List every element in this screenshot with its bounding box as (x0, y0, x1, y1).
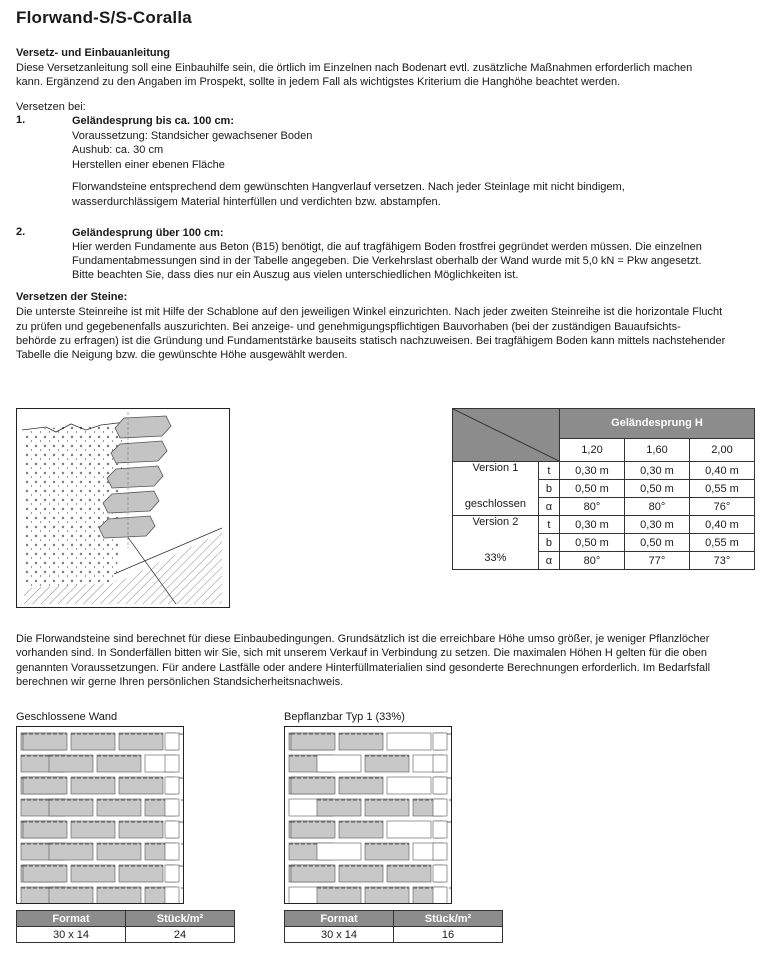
table-row (453, 516, 755, 534)
case-1-number: 1. (16, 114, 26, 126)
wall-edge-gap (433, 865, 447, 882)
spec-table (452, 408, 755, 570)
row-sym: α (538, 552, 559, 570)
plantable-wall-pattern (284, 726, 452, 904)
corner-diagonal-icon (453, 409, 559, 461)
closed-wall-svg (17, 727, 183, 903)
document-title: Florwand-S/S-Coralla (16, 8, 192, 27)
plantable-wall-svg (285, 727, 451, 903)
case-1-heading: Geländesprung bis ca. 100 cm: (72, 115, 235, 127)
case-1-line-2: Aushub: ca. 30 cm (72, 144, 164, 156)
cell: 0,55 m (690, 480, 755, 498)
wall-edge-gap (165, 865, 179, 882)
row-sym: α (538, 498, 559, 516)
wall-2-caption: Bepflanzbar Typ 1 (33%) (284, 711, 405, 723)
wall-brick (71, 777, 115, 794)
stueck-value: 16 (394, 927, 503, 943)
wall-edge-gap (433, 843, 447, 860)
case-1-line-3: Herstellen einer ebenen Fläche (72, 159, 225, 171)
closed-wall-pattern (16, 726, 184, 904)
cell: 0,40 m (690, 516, 755, 534)
stueck-header: Stück/m² (126, 911, 235, 927)
format-header: Format (17, 911, 126, 927)
wall-brick (387, 865, 431, 882)
table-row (453, 462, 755, 480)
wall-brick (365, 843, 409, 860)
wall-edge-gap (433, 733, 447, 750)
wall-brick (49, 887, 93, 903)
wall-edge-gap (433, 799, 447, 816)
table-row (453, 534, 755, 552)
cell: 0,50 m (560, 480, 625, 498)
cell: 77° (625, 552, 690, 570)
wall-brick (291, 821, 335, 838)
bottom-line-2: vorhanden sind. In Sonderfällen bitten wir Sie, sich mit unserem Verkauf in Verbindung zu setzen. Die maximalen Höhen H gelten für die oben (16, 647, 707, 659)
wall-edge-gap (165, 777, 179, 794)
wall-brick (365, 799, 409, 816)
row-sym: t (538, 462, 559, 480)
wall-brick (119, 821, 163, 838)
planting-hole (317, 755, 361, 772)
wall-brick (71, 865, 115, 882)
bottom-line-4: berechnen wir gerne Ihren persönlichen Standsicherheitsnachweis. (16, 676, 344, 688)
case-1-line-5: wasserdurchlässigem Material hinterfüllen und verdichten bzw. abstampfen. (72, 196, 441, 208)
planting-hole (387, 777, 431, 794)
planting-hole (387, 733, 431, 750)
wall-2-format-table (284, 910, 503, 943)
wall-brick (49, 843, 93, 860)
wall-brick (365, 755, 409, 772)
wall-edge-gap (165, 799, 179, 816)
case-1-line-1: Voraussetzung: Standsicher gewachsener Boden (72, 130, 313, 142)
format-header: Format (285, 911, 394, 927)
intro-heading: Versetz- und Einbauanleitung (16, 47, 171, 59)
cell: 80° (560, 498, 625, 516)
wall-brick (339, 865, 383, 882)
cell: 0,50 m (625, 480, 690, 498)
cell: 0,50 m (560, 534, 625, 552)
wall-brick (119, 777, 163, 794)
wall-brick (23, 865, 67, 882)
col-header-1: 1,20 (560, 438, 625, 461)
wall-brick (71, 733, 115, 750)
cell: 80° (560, 552, 625, 570)
wall-edge-gap (165, 733, 179, 750)
planting-hole (387, 821, 431, 838)
cell: 0,40 m (690, 462, 755, 480)
cell: 80° (625, 498, 690, 516)
wall-brick (97, 755, 141, 772)
wall-edge-gap (165, 843, 179, 860)
case-2-heading: Geländesprung über 100 cm: (72, 227, 224, 239)
wall-brick (291, 865, 335, 882)
row-sym: b (538, 534, 559, 552)
case-2-line-2: Fundamentabmessungen sind in der Tabelle angegeben. Die Verkehrslast oberhalb der Wand wurde mit 5,0 kN = Pkw angesetzt. (72, 255, 702, 267)
steine-line-3: behörde zu erfragen) ist die Gründung und Fundamentstärke bauseits statisch nachzuweisen. Bei tragfähigem Boden kann mittels nachstehender (16, 335, 726, 347)
wall-brick (119, 865, 163, 882)
versetzen-bei-label: Versetzen bei: (16, 101, 86, 113)
wall-brick (97, 887, 141, 903)
intro-line-2: kann. Ergänzend zu den Angaben im Prospekt, sollte in jedem Fall als wichtigstes Kriterium die Hanghöhe beachtet werden. (16, 76, 621, 88)
group-1-label-spacer (453, 480, 539, 498)
wall-brick (23, 777, 67, 794)
wall-brick (317, 799, 361, 816)
format-value: 30 x 14 (17, 927, 126, 943)
stueck-value: 24 (126, 927, 235, 943)
cell: 0,30 m (560, 516, 625, 534)
planting-hole (317, 843, 361, 860)
wall-edge-gap (165, 821, 179, 838)
wall-brick (23, 733, 67, 750)
cell: 76° (690, 498, 755, 516)
cell: 0,55 m (690, 534, 755, 552)
row-sym: t (538, 516, 559, 534)
group-2-label-top: Version 2 (453, 516, 539, 534)
case-1-line-4: Florwandsteine entsprechend dem gewünschten Hangverlauf versetzen. Nach jeder Steinlage mit nicht bindigem, (72, 181, 625, 193)
cell: 0,30 m (625, 462, 690, 480)
group-2-label-spacer (453, 534, 539, 552)
table-row (453, 552, 755, 570)
wall-brick (23, 821, 67, 838)
wall-edge-gap (433, 821, 447, 838)
steine-line-1: Die unterste Steinreihe ist mit Hilfe der Schablone auf den jeweiligen Winkel einzurichten. Nach jeder zweiten Steinreihe ist die horizontale Flucht (16, 306, 723, 318)
spec-table-header: Geländesprung H (560, 409, 755, 439)
wall-brick (365, 887, 409, 903)
cell: 0,50 m (625, 534, 690, 552)
wall-brick (119, 733, 163, 750)
cell: 0,30 m (560, 462, 625, 480)
format-value: 30 x 14 (285, 927, 394, 943)
col-header-3: 2,00 (690, 438, 755, 461)
wall-brick (339, 821, 383, 838)
group-2-label-bottom: 33% (453, 552, 539, 570)
wall-2-format-table-wrapper (284, 910, 503, 943)
case-2-line-3: Bitte beachten Sie, dass dies nur ein Auszug aus vielen unterschiedlichen Möglichkeiten ist. (72, 269, 519, 281)
steine-line-4: Tabelle die Neigung bzw. die gewünschte Höhe ausgewählt werden. (16, 349, 348, 361)
wall-brick (339, 777, 383, 794)
wall-brick (97, 843, 141, 860)
wall-1-format-table (16, 910, 235, 943)
table-row (453, 480, 755, 498)
wall-brick (49, 755, 93, 772)
wall-brick (291, 777, 335, 794)
cell: 73° (690, 552, 755, 570)
steine-heading: Versetzen der Steine: (16, 291, 128, 303)
intro-line-1: Diese Versetzanleitung soll eine Einbauhilfe sein, die örtlich im Einzelnen nach Bodenart evtl. zusätzliche Maßnahmen erforderlich machen (16, 62, 693, 74)
spec-table-corner (453, 409, 560, 462)
wall-edge-gap (433, 777, 447, 794)
case-2-line-1: Hier werden Fundamente aus Beton (B15) benötigt, die auf tragfähigem Boden frostfrei gegründet werden müssen. Die einzelnen (72, 241, 702, 253)
case-2-number: 2. (16, 226, 26, 238)
steine-line-2: zu prüfen und gegebenenfalls auszurichten. Bei anzeige- und genehmigungspflichtigen Bauvorhaben (bei der zuständigen Bauaufsichts- (16, 321, 681, 333)
wall-brick (71, 821, 115, 838)
wall-edge-gap (165, 887, 179, 903)
col-header-2: 1,60 (625, 438, 690, 461)
wall-edge-gap (165, 755, 179, 772)
wall-brick (49, 799, 93, 816)
wall-1-format-table-wrapper (16, 910, 235, 943)
wall-edge-gap (433, 755, 447, 772)
bottom-line-3: genannten Voraussetzungen. Für andere Lastfälle oder andere Hinterfüllmaterialien sind gesonderte Berechnungen erforderlich. Im Bedarfsfall (16, 662, 711, 674)
wall-brick (97, 799, 141, 816)
wall-brick (317, 887, 361, 903)
stueck-header: Stück/m² (394, 911, 503, 927)
wall-edge-gap (433, 887, 447, 903)
wall-brick (339, 733, 383, 750)
spec-table-wrapper (452, 408, 755, 570)
group-1-label-top: Version 1 (453, 462, 539, 480)
wall-cross-section-drawing (16, 408, 230, 608)
wall-brick (291, 733, 335, 750)
cell: 0,30 m (625, 516, 690, 534)
wall-1-caption: Geschlossene Wand (16, 711, 118, 723)
table-row (453, 498, 755, 516)
bottom-line-1: Die Florwandsteine sind berechnet für diese Einbaubedingungen. Grundsätzlich ist die erreichbare Höhe umso größer, je weniger Pflanzlöcher (16, 633, 710, 645)
group-1-label-bottom: geschlossen (453, 498, 539, 516)
row-sym: b (538, 480, 559, 498)
